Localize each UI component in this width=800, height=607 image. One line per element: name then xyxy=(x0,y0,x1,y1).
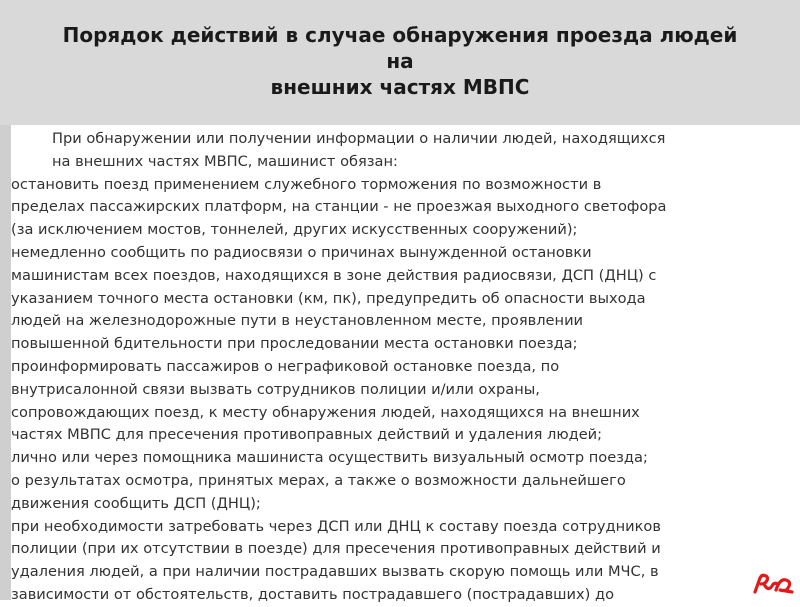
title-banner xyxy=(0,0,800,125)
text-line: повышенной бдительности при проследовании места остановки поезда; xyxy=(11,335,578,353)
text-line: лично или через помощника машиниста осуществить визуальный осмотр поезда; xyxy=(11,449,648,467)
page-title xyxy=(0,22,800,100)
text-line: людей на железнодорожные пути в неустановленном месте, проявлении xyxy=(11,312,584,330)
text-line: (за исключением мостов, тоннелей, других искусственных сооружений); xyxy=(11,221,578,239)
text-line: на внешних частях МВПС, машинист обязан: xyxy=(52,152,398,170)
text-line: машинистам всех поездов, находящихся в зоне действия радиосвязи, ДСП (ДНЦ) с xyxy=(11,266,657,284)
text-line: о результатах осмотра, принятых мерах, а также о возможности дальнейшего xyxy=(11,471,626,489)
text-line: при необходимости затребовать через ДСП или ДНЦ к составу поезда сотрудников xyxy=(11,517,661,535)
text-line: немедленно сообщить по радиосвязи о причинах вынужденной остановки xyxy=(11,243,592,261)
title-line: Порядок действий в случае обнаружения проезда людей xyxy=(62,23,738,47)
rzd-logo-icon xyxy=(752,570,796,596)
text-line: проинформировать пассажиров о неграфиковой остановке поезда, по xyxy=(11,357,560,375)
instructions-text xyxy=(11,128,796,607)
text-line: сопровождающих поезд, к месту обнаружения людей, находящихся на внешних xyxy=(11,403,640,421)
text-line: полиции (при их отсутствии в поезде) для пресечения противоправных действий и xyxy=(11,540,661,558)
text-line: движения сообщить ДСП (ДНЦ); xyxy=(11,494,261,512)
title-line: внешних частях МВПС xyxy=(270,75,530,99)
text-line: При обнаружении или получении информации о наличии людей, находящихся xyxy=(52,130,666,147)
text-line: указанием точного места остановки (км, пк), предупредить об опасности выхода xyxy=(11,289,646,307)
left-accent-bar xyxy=(0,125,11,600)
text-line: пределах пассажирских платформ, на станции - не проезжая выходного светофора xyxy=(11,198,667,216)
text-line: остановить поезд применением служебного торможения по возможности в xyxy=(11,175,602,193)
title-line: на xyxy=(386,49,414,73)
text-line: удаления людей, а при наличии пострадавших вызвать скорую помощь или МЧС, в xyxy=(11,563,659,581)
text-line: частях МВПС для пресечения противоправных действий и удаления людей; xyxy=(11,426,603,444)
text-line: зависимости от обстоятельств, доставить пострадавшего (пострадавших) до xyxy=(11,585,614,603)
text-line: внутрисалонной связи вызвать сотрудников полиции и/или охраны, xyxy=(11,380,540,398)
